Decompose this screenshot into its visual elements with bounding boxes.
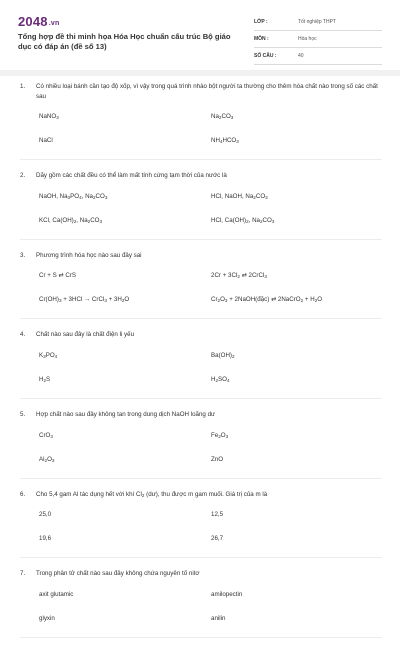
question-number: 4. [20, 331, 26, 339]
subscript: 2 [217, 298, 221, 304]
question [20, 407, 382, 479]
answer-option-b[interactable]: 12,5 [211, 511, 224, 519]
answer-option-c[interactable]: glyxin [39, 614, 55, 622]
answer-option-a[interactable]: 25,0 [39, 511, 52, 519]
question-content: Chất nào sau đây là chất điện li yếu [36, 331, 135, 339]
answer-options [20, 583, 382, 631]
subscript: 4 [54, 353, 58, 359]
meta-value-question-count: 40 [298, 53, 304, 59]
answer-option-c[interactable]: KCl, $Ca(OH)_2$, $Na_2CO_3$ [39, 216, 103, 224]
subscript: 3 [58, 298, 62, 304]
subscript: 3 [271, 218, 275, 224]
question [20, 79, 382, 160]
subscript: 2 [231, 353, 235, 359]
subscript: 2 [314, 298, 318, 304]
subscript: 2 [73, 218, 77, 224]
answer-option-d[interactable]: ZnO [211, 455, 224, 463]
subscript: 3 [99, 218, 103, 224]
subscript: 2 [141, 492, 145, 498]
subscript: 2 [253, 194, 256, 200]
answer-option-b[interactable]: $Fe_2O_3$ [211, 431, 229, 439]
answer-options [20, 344, 382, 392]
meta-label-question-count: SỐ CÂU : [254, 53, 277, 59]
answer-options [20, 503, 382, 551]
subscript: 3 [225, 433, 229, 439]
subscript: 3 [67, 194, 71, 200]
question [20, 248, 382, 320]
question-text [20, 168, 382, 181]
question [20, 487, 382, 559]
subscript: 4 [226, 377, 230, 383]
meta-value-class: Tốt nghiệp THPT [298, 19, 336, 25]
answer-option-c[interactable]: $H_2S$ [39, 375, 51, 383]
answer-options [20, 185, 382, 233]
answer-option-b[interactable]: $Na_2CO_3$ [211, 113, 234, 121]
subscript: 3 [50, 433, 53, 439]
logo-text: 2048 [18, 14, 48, 29]
answer-option-d[interactable]: $H_2SO_4$ [211, 375, 230, 383]
answer-option-d[interactable]: $Cr_2O_3$ + 2NaOH(đặc) ⇄ 2NaCrO$_2$ + $H_2O$ [211, 296, 323, 304]
subscript: 2 [92, 194, 96, 200]
exam-meta [254, 16, 382, 67]
subscript: 2 [121, 298, 125, 304]
subscript: 2 [87, 218, 91, 224]
question-number: 3. [20, 251, 26, 259]
subscript: 3 [56, 115, 59, 121]
subscript: 3 [230, 115, 234, 121]
document-title: Tổng hợp đề thi minh họa Hóa Học chuẩn cấu trúc Bộ giáo dục có đáp án (đề số 13) [18, 32, 231, 51]
question-number: 7. [20, 570, 26, 578]
question-content: Phương trình hóa học nào sau đây sai [36, 251, 142, 259]
question [20, 327, 382, 399]
subscript: 3 [51, 457, 55, 463]
answer-option-c[interactable]: $Cr(OH)_3 + 3HCl$ → CrCl$_3$ + $3H_2O$ [39, 296, 130, 304]
answer-option-a[interactable]: Cr + S ⇄ CrS [39, 272, 76, 280]
header [18, 14, 382, 66]
subscript: 4 [219, 139, 223, 145]
answer-option-a[interactable]: CrO$_3$ [39, 431, 53, 439]
subscript: 2 [237, 274, 240, 280]
site-logo[interactable] [18, 14, 59, 29]
meta-value-subject: Hóa học [298, 36, 317, 42]
subscript: 3 [104, 298, 107, 304]
question-content: Cho 5,4 gam Al tác dụng hết với khí $Cl_2$ (dư), thu được m gam muối. Giá trị của m là [36, 490, 268, 498]
answer-option-b[interactable]: amilopectin [211, 590, 243, 598]
meta-row-question-count [254, 50, 382, 65]
answer-options [20, 105, 382, 153]
logo-suffix: .vn [48, 20, 60, 27]
subscript: 2 [218, 115, 222, 121]
meta-label-subject: MÔN : [254, 36, 269, 42]
answer-option-c[interactable]: NaCl [39, 137, 53, 145]
answer-option-a[interactable]: axit glutamic [39, 590, 74, 598]
answer-option-a[interactable]: NaOH, $Na_3PO_4$, $Na_2CO_3$ [39, 192, 108, 200]
subscript: 2 [300, 298, 304, 304]
answer-option-a[interactable]: NaNO$_3$ [39, 113, 59, 121]
answer-option-c[interactable]: $Al_2O_3$ [39, 455, 55, 463]
answer-option-d[interactable]: HCl, $Ca(OH)_2$, $Na_2CO_3$ [211, 216, 275, 224]
subscript: 3 [265, 194, 268, 200]
answer-option-b[interactable]: $Ba(OH)_2$ [211, 351, 235, 359]
subscript: 2 [246, 218, 249, 224]
answer-option-b[interactable]: HCl, NaOH, $Na_2CO_3$ [211, 192, 268, 200]
answer-option-d[interactable]: $NH_4HCO_3$ [211, 137, 239, 145]
question [20, 168, 382, 240]
question-list [20, 79, 382, 646]
question-content: Có nhiều loại bánh cần tạo độ xốp, vì vậy trong quá trình nhào bột người ta thường cho thêm hóa chất nào trong số các chất sau [36, 83, 378, 100]
answer-option-d[interactable]: anilin [211, 614, 226, 622]
subscript: 2 [43, 377, 47, 383]
subscript: 2 [44, 457, 48, 463]
subscript: 2 [259, 218, 263, 224]
question-text [20, 327, 382, 340]
question-content: Hợp chất nào sau đây không tan trong dung dịch NaOH loãng dư [36, 410, 216, 418]
answer-option-d[interactable]: 26,7 [211, 535, 224, 543]
answer-option-a[interactable]: $K_3PO_4$ [39, 351, 58, 359]
question-number: 2. [20, 172, 26, 180]
question-text [20, 248, 382, 261]
subscript: 4 [79, 194, 82, 200]
question-number: 6. [20, 490, 26, 498]
subscript: 2 [215, 377, 219, 383]
answer-options [20, 264, 382, 312]
question-text [20, 487, 382, 500]
subscript: 3 [43, 353, 46, 359]
subscript: 3 [236, 139, 239, 145]
answer-option-c[interactable]: 19,6 [39, 535, 52, 543]
question-content: Dãy gồm các chất đều có thể làm mất tính cứng tạm thời của nước là [36, 172, 227, 180]
meta-row-subject [254, 33, 382, 48]
question-number: 1. [20, 83, 26, 90]
question-content: Trong phân tử chất nào sau đây không chứa nguyên tố nitơ [36, 570, 200, 578]
question-number: 5. [20, 410, 26, 418]
answer-option-b[interactable]: $2Cr + 3Cl_2$ ⇄ 2CrCl$_3$ [211, 272, 267, 280]
answer-options [20, 424, 382, 472]
question-text [20, 407, 382, 420]
subscript: 2 [218, 433, 221, 439]
header-separator [0, 70, 400, 76]
meta-label-class: LỚP : [254, 19, 268, 25]
question-text [20, 79, 382, 101]
meta-row-class [254, 16, 382, 31]
question [20, 566, 382, 638]
subscript: 3 [264, 274, 267, 280]
question-text [20, 566, 382, 579]
subscript: 3 [104, 194, 108, 200]
subscript: 3 [224, 298, 228, 304]
